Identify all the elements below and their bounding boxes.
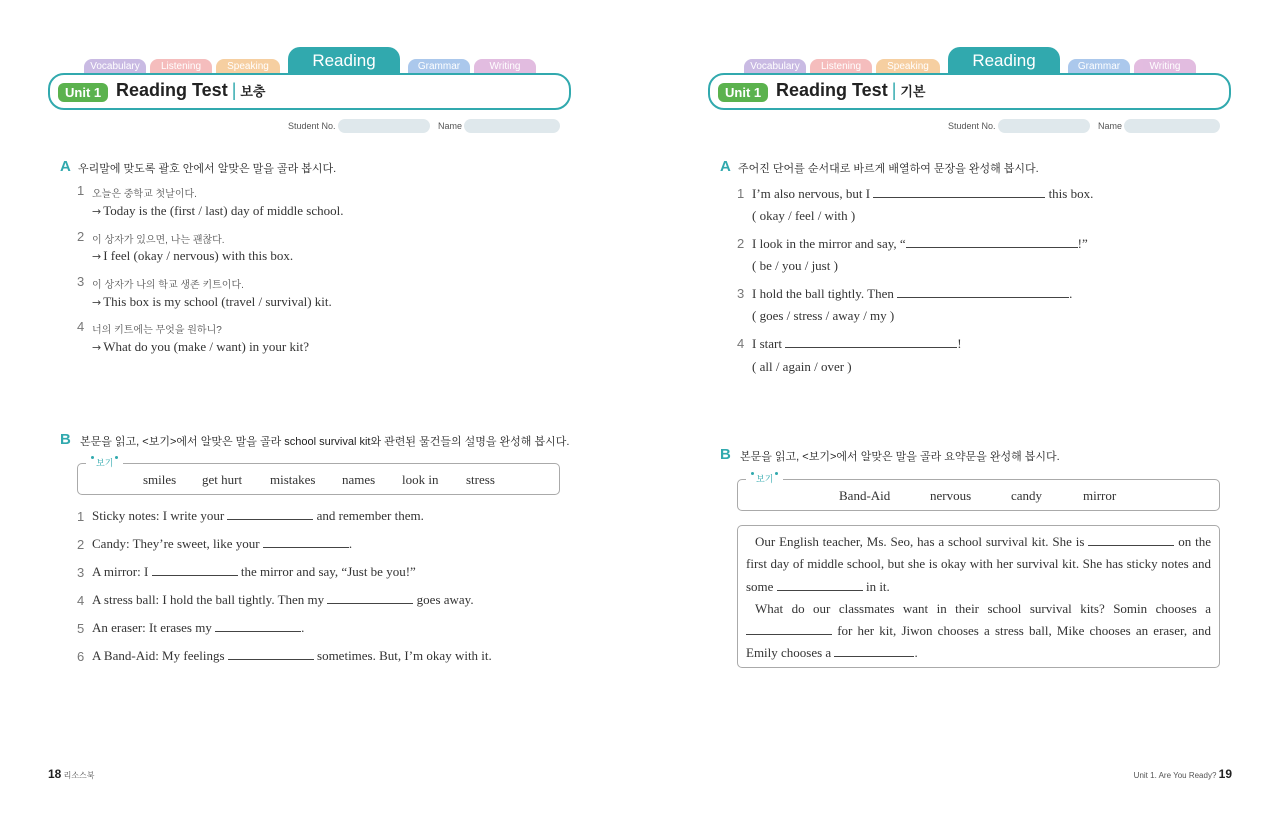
tab-writing[interactable]: Writing — [1134, 59, 1196, 74]
fill-in-sentence: Sticky notes: I write your and remember them. — [92, 508, 424, 523]
korean-prompt: 너의 키트에는 무엇을 원하니? — [92, 325, 222, 336]
unit-badge: Unit 1 — [718, 83, 768, 102]
answer-blank[interactable] — [227, 508, 313, 520]
page-footer: Unit 1. Are You Ready? 19 — [1133, 767, 1232, 781]
answer-blank[interactable] — [777, 579, 863, 591]
word-bank-item: get hurt — [202, 472, 243, 487]
answer-blank[interactable] — [1088, 534, 1174, 546]
arrow-icon: → — [92, 341, 102, 354]
right-page — [640, 0, 1280, 820]
word-bank-item: smiles — [143, 472, 177, 487]
item-number: 1 — [77, 183, 85, 198]
arrow-icon: → — [92, 205, 102, 218]
item-number: 6 — [77, 649, 85, 664]
answer-blank[interactable] — [327, 592, 413, 604]
arrange-sentence: I’m also nervous, but I this box. — [752, 186, 1094, 201]
word-bank — [77, 458, 560, 495]
tab-listening[interactable]: Listening — [810, 59, 872, 74]
item-number: 2 — [737, 236, 745, 251]
arrow-icon: → — [92, 296, 102, 309]
word-bank-label: 보기 — [746, 472, 783, 485]
item-number: 3 — [77, 565, 85, 580]
tab-grammar[interactable]: Grammar — [1068, 59, 1130, 74]
item-number: 1 — [77, 509, 85, 524]
word-bank-item: nervous — [930, 488, 972, 503]
word-bank-item: Band-Aid — [839, 488, 891, 503]
page-title: Reading Test | 기본 — [776, 80, 926, 100]
arrange-sentence: I hold the ball tightly. Then . — [752, 286, 1073, 301]
arrange-sentence: I start ! — [752, 336, 962, 351]
item-number: 2 — [77, 537, 85, 552]
section-a-instruction: 우리말에 맞도록 괄호 안에서 알맞은 말을 골라 봅시다. — [78, 163, 337, 175]
word-hint: ( all / again / over ) — [752, 359, 852, 374]
english-sentence: → What do you (make / want) in your kit? — [92, 339, 309, 354]
answer-blank[interactable] — [215, 620, 301, 632]
item-number: 3 — [77, 274, 85, 289]
word-bank-item: look in — [402, 472, 439, 487]
tab-vocabulary[interactable]: Vocabulary — [744, 59, 806, 74]
passage-paragraph: Our English teacher, Ms. Seo, has a school survival kit. She is on the first day of middle school, but she is okay with her survival kit. She has sticky notes and some in it. — [746, 534, 1211, 594]
word-bank-item: mistakes — [270, 472, 316, 487]
answer-blank[interactable] — [746, 623, 832, 635]
page-title: Reading Test | 보충 — [116, 80, 266, 100]
word-bank-item: mirror — [1083, 488, 1117, 503]
fill-in-sentence: A Band-Aid: My feelings sometimes. But, I’m okay with it. — [92, 648, 492, 663]
item-number: 4 — [77, 319, 85, 334]
english-sentence: → I feel (okay / nervous) with this box. — [92, 248, 294, 263]
name-field[interactable] — [464, 119, 560, 133]
tab-listening[interactable]: Listening — [150, 59, 212, 74]
tab-speaking[interactable]: Speaking — [216, 59, 280, 74]
word-bank-item: names — [342, 472, 376, 487]
word-bank-item: stress — [466, 472, 495, 487]
name-label: Name — [438, 121, 463, 131]
page-number: 19 — [1218, 767, 1232, 781]
item-number: 1 — [737, 186, 745, 201]
fill-in-sentence: A mirror: I the mirror and say, “Just be you!” — [92, 564, 416, 579]
fill-in-sentence: Candy: They’re sweet, like your . — [92, 536, 353, 551]
section-b-instruction: 본문을 읽고, <보기>에서 알맞은 말을 골라 school survival kit와 관련된 물건들의 설명을 완성해 봅시다. — [80, 436, 570, 448]
answer-blank[interactable] — [906, 236, 1078, 248]
word-hint: ( okay / feel / with ) — [752, 208, 856, 223]
item-number: 5 — [77, 621, 85, 636]
answer-blank[interactable] — [897, 286, 1069, 298]
word-hint: ( be / you / just ) — [752, 258, 838, 273]
section-b-instruction: 본문을 읽고, <보기>에서 알맞은 말을 골라 요약문을 완성해 봅시다. — [740, 451, 1060, 463]
tab-reading[interactable]: Reading — [948, 47, 1060, 74]
word-bank-item: candy — [1011, 488, 1043, 503]
tab-bar — [740, 46, 1210, 74]
student-no-label: Student No. — [948, 121, 996, 131]
korean-prompt: 이 상자가 나의 학교 생존 키트이다. — [92, 280, 244, 291]
unit-badge: Unit 1 — [58, 83, 108, 102]
student-no-label: Student No. — [288, 121, 336, 131]
section-b-letter: B — [60, 431, 71, 448]
answer-blank[interactable] — [263, 536, 349, 548]
summary-passage — [737, 525, 1220, 668]
english-sentence: → This box is my school (travel / survival) kit. — [92, 294, 332, 309]
student-no-field[interactable] — [338, 119, 430, 133]
word-bank-label: 보기 — [86, 456, 123, 469]
item-number: 3 — [737, 286, 745, 301]
english-sentence: → Today is the (first / last) day of middle school. — [92, 203, 344, 218]
word-bank — [737, 474, 1220, 511]
tab-writing[interactable]: Writing — [474, 59, 536, 74]
page-header — [48, 73, 571, 110]
word-hint: ( goes / stress / away / my ) — [752, 308, 895, 323]
section-a-letter: A — [720, 158, 731, 175]
answer-blank[interactable] — [873, 186, 1045, 198]
tab-vocabulary[interactable]: Vocabulary — [84, 59, 146, 74]
answer-blank[interactable] — [785, 336, 957, 348]
korean-prompt: 오늘은 중학교 첫날이다. — [92, 189, 197, 200]
section-a-letter: A — [60, 158, 71, 175]
name-label: Name — [1098, 121, 1123, 131]
arrow-icon: → — [92, 250, 102, 263]
item-number: 2 — [77, 229, 85, 244]
fill-in-sentence: A stress ball: I hold the ball tightly. Then my goes away. — [92, 592, 474, 607]
korean-prompt: 이 상자가 있으면, 나는 괜찮다. — [92, 235, 225, 246]
tab-speaking[interactable]: Speaking — [876, 59, 940, 74]
arrange-sentence: I look in the mirror and say, “ !” — [752, 236, 1088, 251]
passage-paragraph: What do our classmates want in their school survival kits? Somin chooses a for her kit, Jiwon chooses a stress ball, Mike chooses an eraser, and Emily chooses a . — [746, 600, 1212, 661]
page-footer: 18 리소스북 — [48, 767, 95, 781]
answer-blank[interactable] — [834, 645, 914, 657]
name-field[interactable] — [1124, 119, 1220, 133]
section-b-letter: B — [720, 446, 731, 463]
section-a-instruction: 주어진 단어를 순서대로 바르게 배열하여 문장을 완성해 봅시다. — [738, 163, 1039, 175]
answer-blank[interactable] — [152, 564, 238, 576]
tab-reading[interactable]: Reading — [288, 47, 400, 74]
page-header — [708, 73, 1231, 110]
page-number: 18 — [48, 767, 62, 781]
tab-grammar[interactable]: Grammar — [408, 59, 470, 74]
item-number: 4 — [77, 593, 85, 608]
student-no-field[interactable] — [998, 119, 1090, 133]
item-number: 4 — [737, 336, 745, 351]
fill-in-sentence: An eraser: It erases my . — [92, 620, 305, 635]
tab-bar — [80, 46, 550, 74]
answer-blank[interactable] — [228, 648, 314, 660]
